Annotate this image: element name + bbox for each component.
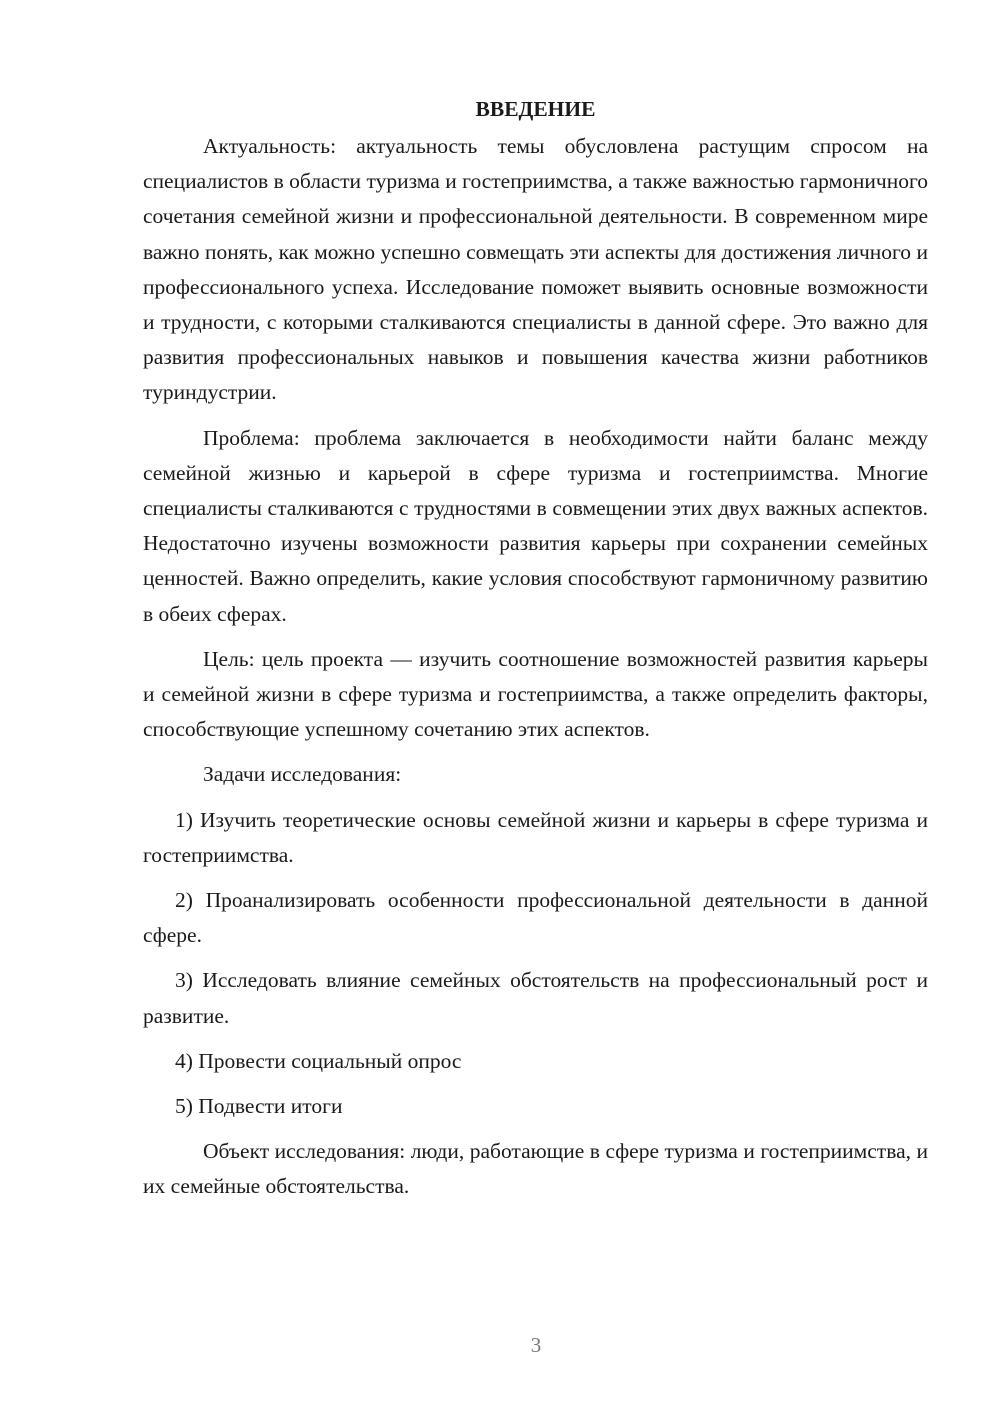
document-body bbox=[143, 92, 928, 1215]
section-title: ВВЕДЕНИЕ bbox=[475, 97, 596, 121]
task-item-5: 5) Подвести итоги bbox=[175, 1094, 343, 1119]
task-item-1: 1) Изучить теоретические основы семейной жизни и карьеры в сфере туризма и гостеприимства. bbox=[143, 807, 928, 867]
page-number: 3 bbox=[530, 1333, 542, 1357]
paragraph-tasks-heading: Задачи исследования: bbox=[203, 762, 402, 787]
task-item-4: 4) Провести социальный опрос bbox=[175, 1048, 462, 1073]
task-item-2: 2) Проанализировать особенности профессиональной деятельности в данной сфере. bbox=[143, 888, 928, 948]
task-item-3: 3) Исследовать влияние семейных обстоятельств на профессиональный рост и развитие. bbox=[143, 968, 928, 1028]
paragraph-object: Объект исследования: люди, работающие в сфере туризма и гостеприимства, и их семейные обстоятельства. bbox=[143, 1139, 928, 1199]
paragraph-problem: Проблема: проблема заключается в необходимости найти баланс между семейной жизнью и карьерой в сфере туризма и гостеприимства. Многие специалисты сталкиваются с трудностями в совмещении этих двух важных аспектов. Недостаточно изучены возможности развития карьеры при сохранении семейных ценностей. Важно определить, какие условия способствуют гармоничному развитию в обеих сферах. bbox=[143, 425, 928, 626]
paragraph-relevance: Актуальность: актуальность темы обусловлена растущим спросом на специалистов в области туризма и гостеприимства, а также важностью гармоничного сочетания семейной жизни и профессиональной деятельности. В современном мире важно понять, как можно успешно совмещать эти аспекты для достижения личного и профессионального успеха. Исследование поможет выявить основные возможности и трудности, с которыми сталкиваются специалисты в данной сфере. Это важно для развития профессиональных навыков и повышения качества жизни работников туриндустрии. bbox=[143, 134, 928, 405]
paragraph-goal: Цель: цель проекта — изучить соотношение возможностей развития карьеры и семейной жизни в сфере туризма и гостеприимства, а также определить факторы, способствующие успешному сочетанию этих аспектов. bbox=[143, 646, 928, 742]
